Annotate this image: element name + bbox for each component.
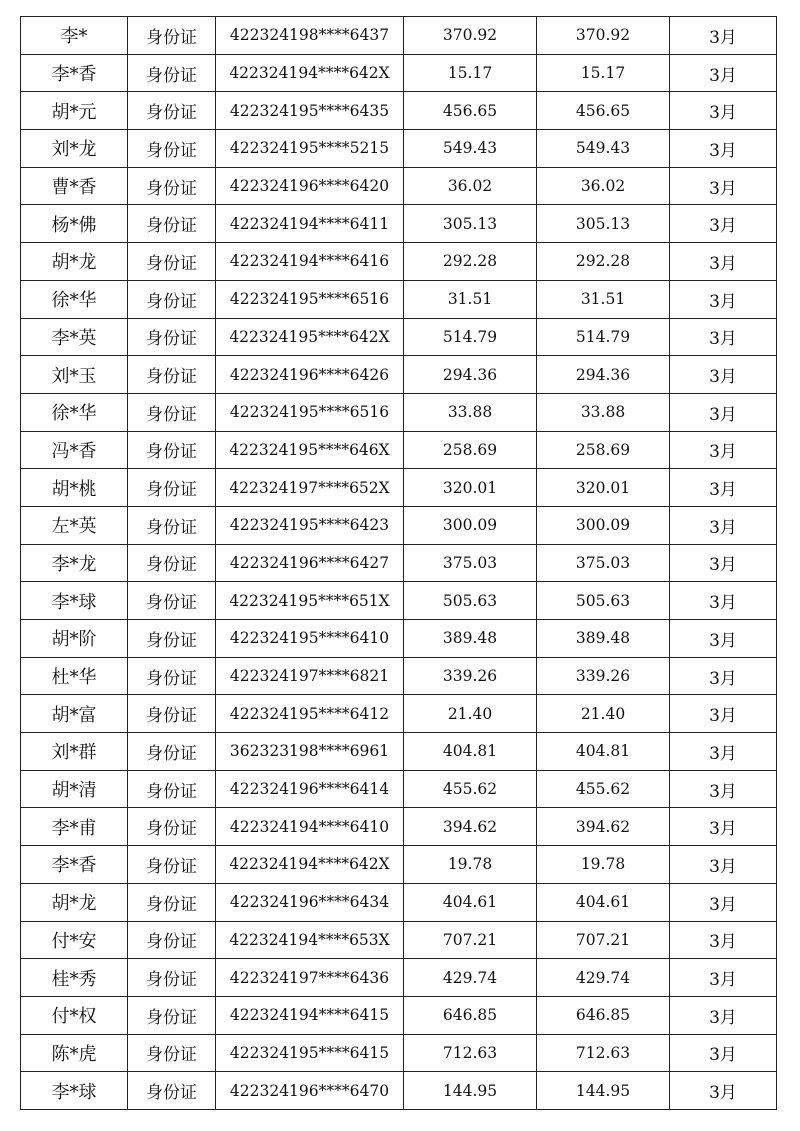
table-row	[21, 469, 777, 507]
name-cell: 李*龙	[21, 544, 128, 582]
name-cell: 陈*虎	[21, 1034, 128, 1072]
name-cell: 李*	[21, 17, 128, 55]
id-type-cell: 身份证	[128, 657, 216, 695]
id-type-cell: 身份证	[128, 808, 216, 846]
id-number-cell: 422324194****6410	[216, 808, 404, 846]
document-page	[20, 16, 776, 1110]
month-cell: 3月	[670, 921, 777, 959]
month-cell: 3月	[670, 393, 777, 431]
month-cell: 3月	[670, 356, 777, 394]
month-cell: 3月	[670, 54, 777, 92]
id-number-cell: 422324195****651X	[216, 582, 404, 620]
amount-total-cell: 15.17	[537, 54, 670, 92]
id-number-cell: 422324196****6434	[216, 883, 404, 921]
name-cell: 徐*华	[21, 280, 128, 318]
amount-cell: 294.36	[404, 356, 537, 394]
id-type-cell: 身份证	[128, 883, 216, 921]
id-type-cell: 身份证	[128, 469, 216, 507]
amount-total-cell: 305.13	[537, 205, 670, 243]
amount-total-cell: 404.81	[537, 733, 670, 771]
name-cell: 刘*玉	[21, 356, 128, 394]
table-row	[21, 770, 777, 808]
amount-cell: 404.61	[404, 883, 537, 921]
id-type-cell: 身份证	[128, 92, 216, 130]
id-number-cell: 422324195****6516	[216, 280, 404, 318]
id-number-cell: 362323198****6961	[216, 733, 404, 771]
amount-total-cell: 456.65	[537, 92, 670, 130]
id-type-cell: 身份证	[128, 130, 216, 168]
amount-cell: 320.01	[404, 469, 537, 507]
id-number-cell: 422324197****6436	[216, 959, 404, 997]
id-number-cell: 422324195****6435	[216, 92, 404, 130]
amount-cell: 505.63	[404, 582, 537, 620]
id-number-cell: 422324194****6416	[216, 243, 404, 281]
amount-cell: 292.28	[404, 243, 537, 281]
id-type-cell: 身份证	[128, 167, 216, 205]
id-number-cell: 422324195****646X	[216, 431, 404, 469]
id-number-cell: 422324196****6426	[216, 356, 404, 394]
amount-total-cell: 404.61	[537, 883, 670, 921]
id-type-cell: 身份证	[128, 959, 216, 997]
amount-cell: 305.13	[404, 205, 537, 243]
name-cell: 胡*龙	[21, 883, 128, 921]
amount-total-cell: 429.74	[537, 959, 670, 997]
table-row	[21, 205, 777, 243]
name-cell: 李*球	[21, 582, 128, 620]
name-cell: 李*香	[21, 846, 128, 884]
name-cell: 徐*华	[21, 393, 128, 431]
month-cell: 3月	[670, 582, 777, 620]
id-number-cell: 422324198****6437	[216, 17, 404, 55]
name-cell: 李*球	[21, 1072, 128, 1110]
month-cell: 3月	[670, 808, 777, 846]
name-cell: 桂*秀	[21, 959, 128, 997]
name-cell: 胡*阶	[21, 620, 128, 658]
month-cell: 3月	[670, 318, 777, 356]
amount-cell: 712.63	[404, 1034, 537, 1072]
table-row	[21, 921, 777, 959]
table-row	[21, 243, 777, 281]
amount-cell: 144.95	[404, 1072, 537, 1110]
amount-cell: 389.48	[404, 620, 537, 658]
amount-total-cell: 300.09	[537, 506, 670, 544]
id-type-cell: 身份证	[128, 318, 216, 356]
amount-cell: 404.81	[404, 733, 537, 771]
table-row	[21, 620, 777, 658]
table-row	[21, 318, 777, 356]
month-cell: 3月	[670, 1072, 777, 1110]
name-cell: 李*甫	[21, 808, 128, 846]
month-cell: 3月	[670, 431, 777, 469]
table-body	[21, 17, 777, 1110]
id-type-cell: 身份证	[128, 733, 216, 771]
id-type-cell: 身份证	[128, 243, 216, 281]
amount-cell: 394.62	[404, 808, 537, 846]
amount-total-cell: 394.62	[537, 808, 670, 846]
id-type-cell: 身份证	[128, 17, 216, 55]
table-row	[21, 996, 777, 1034]
amount-cell: 300.09	[404, 506, 537, 544]
id-type-cell: 身份证	[128, 393, 216, 431]
month-cell: 3月	[670, 243, 777, 281]
name-cell: 刘*龙	[21, 130, 128, 168]
id-number-cell: 422324196****6414	[216, 770, 404, 808]
id-type-cell: 身份证	[128, 695, 216, 733]
id-number-cell: 422324196****6427	[216, 544, 404, 582]
id-type-cell: 身份证	[128, 431, 216, 469]
name-cell: 付*权	[21, 996, 128, 1034]
id-type-cell: 身份证	[128, 544, 216, 582]
id-type-cell: 身份证	[128, 921, 216, 959]
table-row	[21, 167, 777, 205]
month-cell: 3月	[670, 280, 777, 318]
amount-total-cell: 646.85	[537, 996, 670, 1034]
name-cell: 杜*华	[21, 657, 128, 695]
name-cell: 胡*桃	[21, 469, 128, 507]
amount-cell: 370.92	[404, 17, 537, 55]
amount-cell: 456.65	[404, 92, 537, 130]
month-cell: 3月	[670, 883, 777, 921]
amount-cell: 21.40	[404, 695, 537, 733]
amount-total-cell: 294.36	[537, 356, 670, 394]
table-row	[21, 733, 777, 771]
month-cell: 3月	[670, 1034, 777, 1072]
id-number-cell: 422324194****642X	[216, 54, 404, 92]
amount-total-cell: 514.79	[537, 318, 670, 356]
amount-cell: 339.26	[404, 657, 537, 695]
table-row	[21, 17, 777, 55]
name-cell: 胡*清	[21, 770, 128, 808]
id-number-cell: 422324194****6411	[216, 205, 404, 243]
table-row	[21, 582, 777, 620]
month-cell: 3月	[670, 17, 777, 55]
id-number-cell: 422324195****6516	[216, 393, 404, 431]
table-row	[21, 54, 777, 92]
id-type-cell: 身份证	[128, 205, 216, 243]
id-number-cell: 422324195****5215	[216, 130, 404, 168]
amount-total-cell: 36.02	[537, 167, 670, 205]
amount-cell: 375.03	[404, 544, 537, 582]
month-cell: 3月	[670, 506, 777, 544]
table-row	[21, 808, 777, 846]
name-cell: 左*英	[21, 506, 128, 544]
id-type-cell: 身份证	[128, 1072, 216, 1110]
amount-cell: 429.74	[404, 959, 537, 997]
month-cell: 3月	[670, 733, 777, 771]
amount-total-cell: 320.01	[537, 469, 670, 507]
month-cell: 3月	[670, 657, 777, 695]
amount-cell: 15.17	[404, 54, 537, 92]
name-cell: 李*香	[21, 54, 128, 92]
id-number-cell: 422324196****6470	[216, 1072, 404, 1110]
amount-total-cell: 258.69	[537, 431, 670, 469]
table-row	[21, 883, 777, 921]
amount-total-cell: 505.63	[537, 582, 670, 620]
table-row	[21, 1072, 777, 1110]
amount-total-cell: 712.63	[537, 1034, 670, 1072]
month-cell: 3月	[670, 92, 777, 130]
id-type-cell: 身份证	[128, 846, 216, 884]
id-type-cell: 身份证	[128, 280, 216, 318]
amount-cell: 455.62	[404, 770, 537, 808]
month-cell: 3月	[670, 770, 777, 808]
table-row	[21, 959, 777, 997]
amount-total-cell: 549.43	[537, 130, 670, 168]
table-row	[21, 544, 777, 582]
id-number-cell: 422324195****6415	[216, 1034, 404, 1072]
id-number-cell: 422324196****6420	[216, 167, 404, 205]
table-row	[21, 695, 777, 733]
table-row	[21, 92, 777, 130]
name-cell: 曹*香	[21, 167, 128, 205]
name-cell: 付*安	[21, 921, 128, 959]
table-row	[21, 431, 777, 469]
id-number-cell: 422324195****642X	[216, 318, 404, 356]
month-cell: 3月	[670, 620, 777, 658]
id-type-cell: 身份证	[128, 1034, 216, 1072]
month-cell: 3月	[670, 959, 777, 997]
amount-total-cell: 33.88	[537, 393, 670, 431]
amount-cell: 514.79	[404, 318, 537, 356]
amount-total-cell: 21.40	[537, 695, 670, 733]
table-row	[21, 1034, 777, 1072]
name-cell: 杨*佛	[21, 205, 128, 243]
amount-total-cell: 455.62	[537, 770, 670, 808]
amount-cell: 33.88	[404, 393, 537, 431]
id-type-cell: 身份证	[128, 770, 216, 808]
month-cell: 3月	[670, 167, 777, 205]
amount-cell: 646.85	[404, 996, 537, 1034]
name-cell: 胡*元	[21, 92, 128, 130]
id-number-cell: 422324194****6415	[216, 996, 404, 1034]
amount-cell: 549.43	[404, 130, 537, 168]
amount-cell: 31.51	[404, 280, 537, 318]
id-type-cell: 身份证	[128, 54, 216, 92]
table-row	[21, 506, 777, 544]
id-type-cell: 身份证	[128, 356, 216, 394]
table-row	[21, 130, 777, 168]
month-cell: 3月	[670, 996, 777, 1034]
table-row	[21, 846, 777, 884]
amount-total-cell: 144.95	[537, 1072, 670, 1110]
amount-cell: 258.69	[404, 431, 537, 469]
amount-total-cell: 707.21	[537, 921, 670, 959]
name-cell: 李*英	[21, 318, 128, 356]
id-type-cell: 身份证	[128, 620, 216, 658]
month-cell: 3月	[670, 205, 777, 243]
amount-cell: 36.02	[404, 167, 537, 205]
amount-cell: 19.78	[404, 846, 537, 884]
id-number-cell: 422324194****642X	[216, 846, 404, 884]
amount-total-cell: 292.28	[537, 243, 670, 281]
amount-cell: 707.21	[404, 921, 537, 959]
table-row	[21, 356, 777, 394]
table-row	[21, 280, 777, 318]
table-row	[21, 657, 777, 695]
id-number-cell: 422324197****652X	[216, 469, 404, 507]
month-cell: 3月	[670, 469, 777, 507]
id-type-cell: 身份证	[128, 996, 216, 1034]
id-number-cell: 422324194****653X	[216, 921, 404, 959]
id-type-cell: 身份证	[128, 506, 216, 544]
amount-total-cell: 375.03	[537, 544, 670, 582]
id-type-cell: 身份证	[128, 582, 216, 620]
name-cell: 刘*群	[21, 733, 128, 771]
name-cell: 冯*香	[21, 431, 128, 469]
id-number-cell: 422324195****6423	[216, 506, 404, 544]
month-cell: 3月	[670, 695, 777, 733]
id-number-cell: 422324195****6412	[216, 695, 404, 733]
amount-total-cell: 31.51	[537, 280, 670, 318]
amount-total-cell: 19.78	[537, 846, 670, 884]
amount-total-cell: 370.92	[537, 17, 670, 55]
data-table	[20, 16, 777, 1110]
month-cell: 3月	[670, 130, 777, 168]
id-number-cell: 422324197****6821	[216, 657, 404, 695]
amount-total-cell: 339.26	[537, 657, 670, 695]
id-number-cell: 422324195****6410	[216, 620, 404, 658]
amount-total-cell: 389.48	[537, 620, 670, 658]
table-row	[21, 393, 777, 431]
month-cell: 3月	[670, 544, 777, 582]
name-cell: 胡*富	[21, 695, 128, 733]
month-cell: 3月	[670, 846, 777, 884]
name-cell: 胡*龙	[21, 243, 128, 281]
